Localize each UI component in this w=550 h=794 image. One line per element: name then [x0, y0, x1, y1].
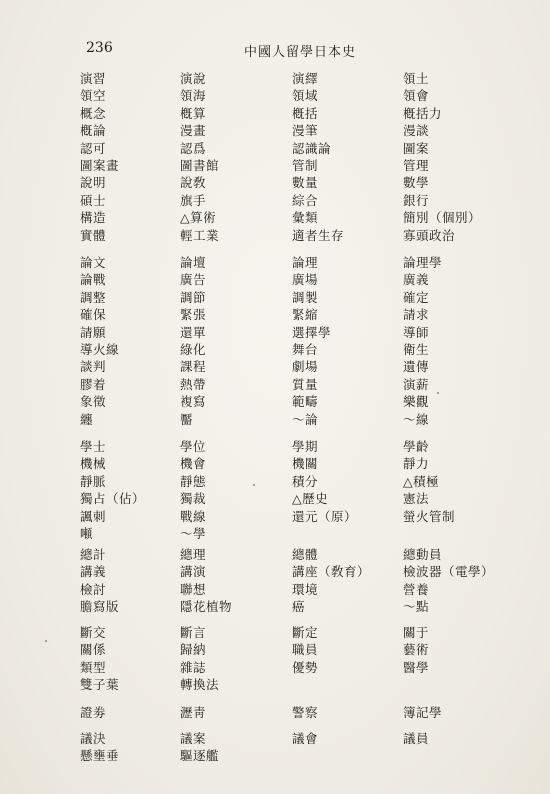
term-entry: 衛生	[403, 341, 430, 357]
term-column	[80, 70, 190, 244]
term-column	[80, 624, 190, 694]
term-entry: 靜脈	[80, 473, 107, 489]
term-entry: 緊縮	[292, 307, 319, 323]
term-column	[80, 730, 190, 765]
term-entry: 隱花植物	[180, 599, 233, 615]
term-entry: 優勢	[292, 659, 319, 675]
term-entry: ～點	[403, 599, 430, 615]
term-entry: 綠化	[180, 341, 207, 357]
term-entry: 總理	[180, 547, 207, 562]
term-entry: 獨裁	[180, 491, 207, 507]
term-entry: 總體	[292, 547, 319, 562]
term-entry: 學士	[80, 439, 107, 454]
page-number: 236	[86, 40, 113, 56]
term-entry: 論理學	[403, 255, 443, 270]
term-entry: 漫筆	[292, 123, 319, 139]
term-entry: 類型	[80, 659, 107, 675]
paper-speck	[437, 392, 439, 394]
term-column	[180, 70, 290, 244]
term-entry: 管理	[403, 157, 430, 173]
term-entry: 還元（原）	[292, 508, 358, 524]
term-entry: 獨占（佔）	[80, 491, 146, 507]
term-entry: 演說	[180, 71, 207, 86]
term-entry: △積極	[403, 473, 440, 489]
term-entry: 職員	[292, 642, 319, 658]
page-header	[86, 40, 486, 60]
term-column	[292, 624, 402, 676]
term-entry: 演薪	[403, 376, 430, 392]
term-entry: ～論	[292, 411, 319, 427]
term-entry: 導師	[403, 324, 430, 340]
term-entry: 適者生存	[292, 227, 345, 243]
term-column	[403, 254, 513, 428]
term-entry: 廣告	[180, 272, 207, 288]
term-entry: 導火線	[80, 341, 120, 357]
term-entry: 廣場	[292, 272, 319, 288]
term-entry: 膠着	[80, 376, 107, 392]
term-entry: 雜誌	[180, 659, 207, 675]
term-column	[292, 704, 402, 721]
term-entry: 靜力	[403, 456, 430, 472]
term-entry: 機關	[292, 456, 319, 472]
term-entry: 機會	[180, 456, 207, 472]
term-column	[403, 70, 513, 244]
term-entry: 圖案畫	[80, 157, 120, 173]
term-entry: 斷言	[180, 625, 207, 640]
term-entry: 議案	[180, 731, 207, 746]
term-entry: 寡頭政治	[403, 227, 456, 243]
term-entry: 簿記學	[403, 705, 443, 720]
term-entry: 劇場	[292, 359, 319, 375]
term-entry: 遺傳	[403, 359, 430, 375]
term-entry: 纏	[80, 411, 94, 427]
term-entry: 構造	[80, 210, 107, 226]
term-entry: 談判	[80, 359, 107, 375]
term-entry: 論戰	[80, 272, 107, 288]
term-entry: 槪論	[80, 123, 107, 139]
term-entry: 論理	[292, 255, 319, 270]
term-entry: 警察	[292, 705, 319, 720]
term-entry: 積分	[292, 473, 319, 489]
term-entry: 數量	[292, 175, 319, 191]
term-entry: 懸壅垂	[80, 748, 120, 764]
term-entry: 學位	[180, 439, 207, 454]
term-column	[180, 438, 290, 542]
term-column	[403, 624, 513, 676]
term-entry: 漫談	[403, 123, 430, 139]
term-entry: 彙類	[292, 210, 319, 226]
term-entry: 論文	[80, 255, 107, 270]
term-entry: 證劵	[80, 705, 107, 720]
term-entry: 輕工業	[180, 227, 220, 243]
term-entry: 演習	[80, 71, 107, 86]
term-column	[403, 704, 513, 721]
term-entry: 學期	[292, 439, 319, 454]
term-column	[180, 624, 290, 694]
term-entry: 旗手	[180, 192, 207, 208]
term-entry: 總動員	[403, 547, 443, 562]
term-entry: 調節	[180, 289, 207, 305]
term-entry: 漫畫	[180, 123, 207, 139]
term-entry: 確定	[403, 289, 430, 305]
term-entry: 靜態	[180, 473, 207, 489]
term-entry: 實體	[80, 227, 107, 243]
term-entry: 演繹	[292, 71, 319, 86]
term-entry: 圖案	[403, 140, 430, 156]
term-entry: 瀝靑	[180, 705, 207, 720]
term-entry: 槪括力	[403, 105, 443, 121]
term-entry: 質量	[292, 376, 319, 392]
term-entry: 靨	[180, 411, 194, 427]
term-entry: 碩士	[80, 192, 107, 208]
term-entry: 膽寫版	[80, 599, 120, 615]
term-entry: 螢火管制	[403, 508, 456, 524]
term-entry: 歸納	[180, 642, 207, 658]
term-column	[180, 254, 290, 428]
term-entry: 還單	[180, 324, 207, 340]
paper-speck	[253, 484, 255, 486]
term-entry: △歷史	[292, 491, 329, 507]
term-column	[292, 546, 402, 616]
term-entry: 噸	[80, 525, 94, 541]
term-entry: 認識論	[292, 140, 332, 156]
term-entry: 總計	[80, 547, 107, 562]
term-entry: 調整	[80, 289, 107, 305]
term-entry: 複寫	[180, 394, 207, 410]
term-entry: 戰線	[180, 508, 207, 524]
term-entry: 槪算	[180, 105, 207, 121]
term-entry: 確保	[80, 307, 107, 323]
term-column	[180, 730, 290, 765]
term-entry: 斷定	[292, 625, 319, 640]
term-entry: 請求	[403, 307, 430, 323]
term-entry: 課程	[180, 359, 207, 375]
term-entry: 選擇學	[292, 324, 332, 340]
term-entry: 講演	[180, 564, 207, 580]
term-entry: 範疇	[292, 394, 319, 410]
term-entry: 銀行	[403, 192, 430, 208]
term-entry: 廣義	[403, 272, 430, 288]
term-entry: 綜合	[292, 192, 319, 208]
term-entry: 關于	[403, 625, 430, 640]
term-column	[403, 438, 513, 525]
term-entry: 諷刺	[80, 508, 107, 524]
term-entry: 舞台	[292, 341, 319, 357]
term-entry: 雙子葉	[80, 677, 120, 693]
term-entry: 象徵	[80, 394, 107, 410]
term-entry: 癌	[292, 599, 306, 615]
term-entry: 議決	[80, 731, 107, 746]
term-entry: 學齡	[403, 439, 430, 454]
term-entry: 議員	[403, 731, 430, 746]
paper-speck	[45, 640, 47, 642]
term-entry: 認可	[80, 140, 107, 156]
term-entry: 領海	[180, 88, 207, 104]
term-entry: 機械	[80, 456, 107, 472]
term-column	[80, 254, 190, 428]
term-entry: 簡別（個別）	[403, 210, 482, 226]
term-column	[180, 704, 290, 721]
term-column	[292, 730, 402, 747]
term-entry: 管制	[292, 157, 319, 173]
term-entry: 數學	[403, 175, 430, 191]
term-entry: 檢波器（電學）	[403, 564, 495, 580]
term-entry: 熱帶	[180, 376, 207, 392]
term-entry: 驅逐艦	[180, 748, 220, 764]
term-entry: 環境	[292, 581, 319, 597]
term-column	[80, 546, 190, 616]
term-column	[80, 438, 190, 542]
term-entry: 營養	[403, 581, 430, 597]
term-entry: 檢討	[80, 581, 107, 597]
term-column	[80, 704, 190, 721]
term-entry: 關係	[80, 642, 107, 658]
term-entry: 認爲	[180, 140, 207, 156]
term-entry: 醫學	[403, 659, 430, 675]
term-column	[292, 438, 402, 525]
term-entry: 說敎	[180, 175, 207, 191]
term-entry: 概念	[80, 105, 107, 121]
term-entry: 斷交	[80, 625, 107, 640]
term-column	[180, 546, 290, 616]
term-column	[292, 254, 402, 428]
term-entry: 樂觀	[403, 394, 430, 410]
term-column	[403, 546, 513, 616]
term-entry: △算術	[180, 210, 217, 226]
term-entry: 請願	[80, 324, 107, 340]
term-entry: 緊張	[180, 307, 207, 323]
term-entry: ～學	[180, 525, 207, 541]
term-entry: 講義	[80, 564, 107, 580]
term-entry: 領土	[403, 71, 430, 86]
book-title: 中國人留學日本史	[244, 45, 357, 60]
term-entry: ～線	[403, 411, 430, 427]
term-entry: 聯想	[180, 581, 207, 597]
term-entry: 論壇	[180, 255, 207, 270]
term-column	[292, 70, 402, 244]
term-entry: 圖書館	[180, 157, 220, 173]
term-entry: 藝術	[403, 642, 430, 658]
term-entry: 憲法	[403, 491, 430, 507]
term-entry: 槪括	[292, 105, 319, 121]
term-column	[403, 730, 513, 747]
term-entry: 調製	[292, 289, 319, 305]
term-entry: 議會	[292, 731, 319, 746]
term-entry: 領域	[292, 88, 319, 104]
term-entry: 轉換法	[180, 677, 220, 693]
term-entry: 領會	[403, 88, 430, 104]
term-entry: 講座（敎育）	[292, 564, 371, 580]
term-entry: 說明	[80, 175, 107, 191]
term-entry: 領空	[80, 88, 107, 104]
